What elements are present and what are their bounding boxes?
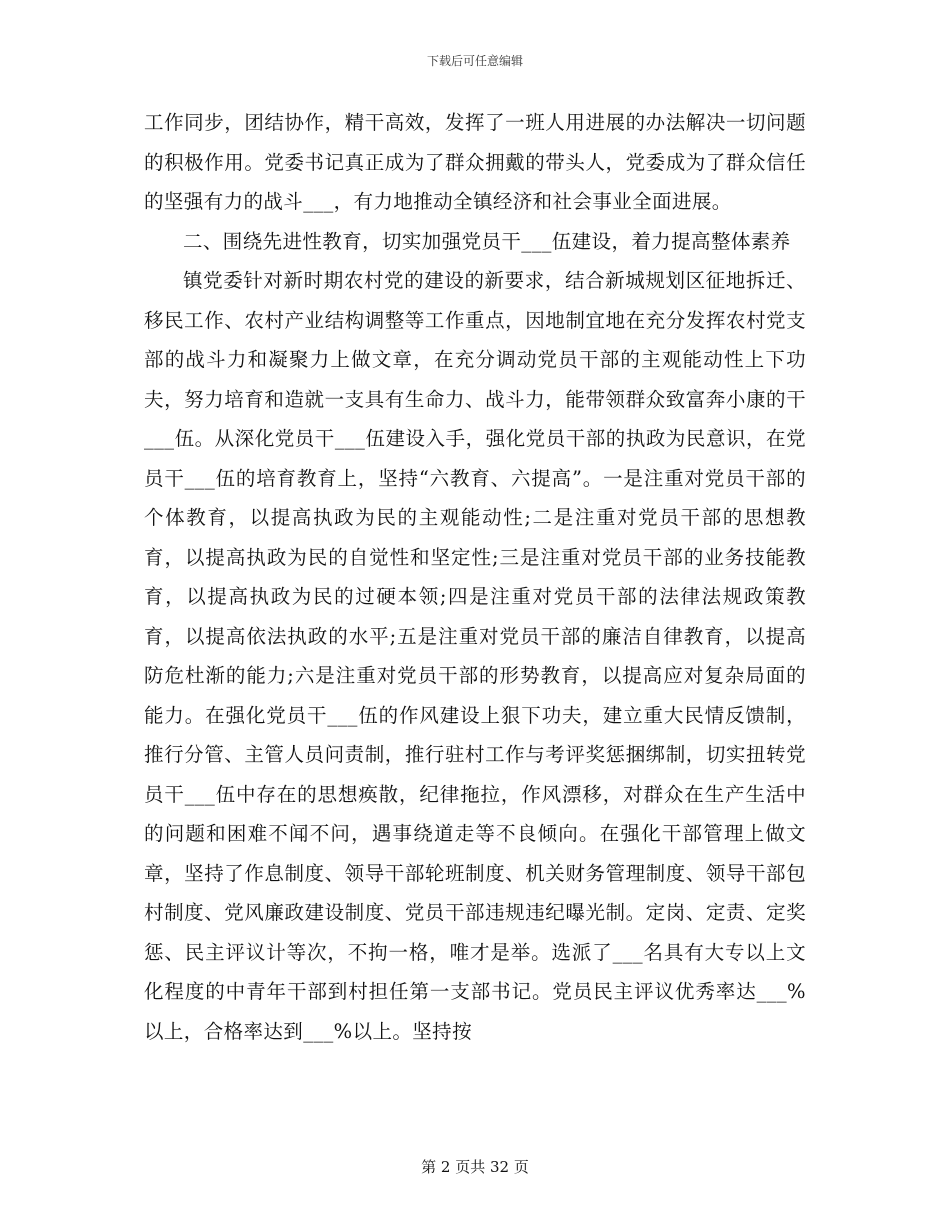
paragraph-continuation: 工作同步，团结协作，精干高效，发挥了一班人用进展的办法解决一切问题的积极作用。党委书记真正成为了群众拥戴的带头人，党委成为了群众信任的坚强有力的战斗___，有力地推动全镇经济和社会事业全面进展。 <box>144 111 806 213</box>
page-number: 第 2 页共 32 页 <box>421 1158 529 1176</box>
page-header-note: 下载后可任意编辑 <box>426 54 523 68</box>
document-body <box>144 103 806 1051</box>
section-heading: 二、围绕先进性教育，切实加强党员干___伍建设，着力提高整体素养 <box>183 229 791 253</box>
paragraph-main: 镇党委针对新时期农村党的建设的新要求，结合新城规划区征地拆迁、移民工作、农村产业结构调整等工作重点，因地制宜地在充分发挥农村党支部的战斗力和凝聚力上做文章，在充分调动党员干部的主观能动性上下功夫，努力培育和造就一支具有生命力、战斗力，能带领群众致富奔小康的干___伍。从深化党员干___伍建设入手，强化党员干部的执政为民意识，在党员干___伍的培育教育上，坚持“六教育、六提高”。一是注重对党员干部的个体教育，以提高执政为民的主观能动性;二是注重对党员干部的思想教育，以提高执政为民的自觉性和坚定性;三是注重对党员干部的业务技能教育，以提高执政为民的过硬本领;四是注重对党员干部的法律法规政策教育，以提高依法执政的水平;五是注重对党员干部的廉洁自律教育，以提高防危杜渐的能力;六是注重对党员干部的形势教育，以提高应对复杂局面的能力。在强化党员干___伍的作风建设上狠下功夫，建立重大民情反馈制，推行分管、主管人员问责制，推行驻村工作与考评奖惩捆绑制，切实扭转党员干___伍中存在的思想痪散，纪律拖拉，作风漂移，对群众在生产生活中的问题和困难不闻不问，遇事绕道走等不良倾向。在强化干部管理上做文章，坚持了作息制度、领导干部轮班制度、机关财务管理制度、领导干部包村制度、党风廉政建设制度、党员干部违规违纪曝光制。定岗、定责、定奖惩、民主评议计等次，不拘一格，唯才是举。选派了___名具有大专以上文化程度的中青年干部到村担任第一支部书记。党员民主评议优秀率达___%以上，合格率达到___%以上。坚持按 <box>144 269 806 1043</box>
